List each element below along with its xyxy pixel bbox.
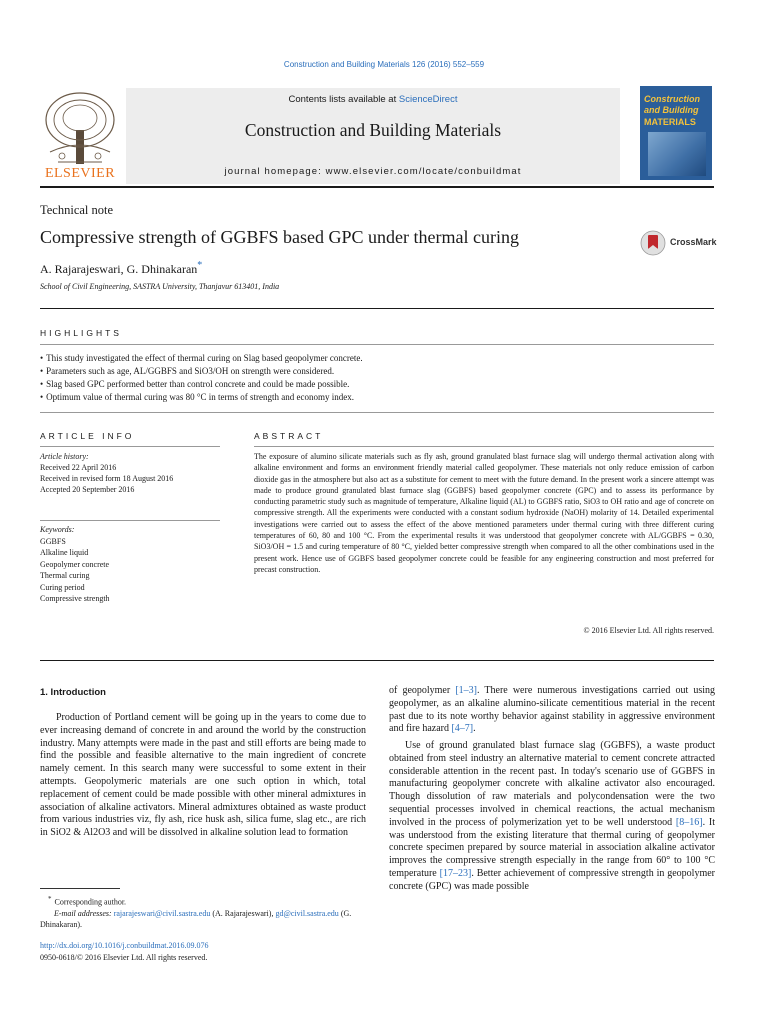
introduction-paragraph-2 [389,740,715,894]
email-link[interactable]: gd@civil.sastra.edu [275,908,339,918]
body-text: of geopolymer [389,685,451,696]
crossmark-button[interactable] [640,230,720,256]
header-divider [40,186,714,188]
title-divider [40,308,714,309]
corresponding-author-mark[interactable]: * [197,260,203,271]
keyword-item: Thermal curing [40,571,90,580]
abstract-text: The exposure of alumino silicate materials such as fly ash, ground granulated blast furnace slag will undergo thermal activation along with alkaline environment and forms an environment friendly material called geopolymer. These materials not only reduce emission of carbon dioxide gas in the atmosphere but also act as a substitute for cement to meet with the future demand. In the present work a sincere attempt was made to produce ground granulated blast furnace slag (GGBFS) based geopolymer concrete (GPC) and to assess its performance by conducting parametric study such as magnitude of temperature, Alkaline liquid (AL) to GGBFS ratio, SiO3 to OH ratio and age of concrete on compressive strength. All the experiments were conducted with a constant sodium hydroxide (NaOH) molarity of 14. Detailed experimental investigations were carried out to assess the effect of the above mentioned parameters under thermal curing with three different curing temperatures of 60, 80 and 100 °C. From the experimental results it was understood that geopolymer concrete with AL/GGBFS = 0.30, SiO3/OH = 1.5 and curing temperature of 80 °C, yielded better compressive strength when compared to all the other combinations used in the present work. Hence use of GGBFS based geopolymer concrete could be feasible for any engineering construction and most preferred for precast construction. [254,452,714,574]
highlights-list [40,352,714,404]
journal-title: Construction and Building Materials [244,120,502,140]
journal-cover[interactable] [640,86,712,180]
introduction-paragraph-1: Production of Portland cement will be going up in the years to come due to ever increasing demand of concrete in and around the world by the construction industry. Many attempts were made in the past and still efforts are being made to find the possible and feasible alternative to the main ingredient of concrete namely cement. In this search many were successful to some extent in their attempts. Geopolymeric materials are one such option in which, total replacement of cement could be made possible with other mineral admixtures in association of alkaline activators. Mineral admixtures obtained as waste product from various industries viz, fly ash, rice husk ash, silica fume, slag etc., are rich in SiO2 & Al2O3 and will be dissolved in alkaline solution lead to formation [40,712,366,839]
highlight-item: • This study investigated the effect of thermal curing on Slag based geopolymer concrete. [40,352,714,365]
keywords-rule [40,520,220,521]
introduction-heading: 1. Introduction [40,687,106,698]
email-label: E-mail addresses: [54,908,112,918]
introduction-paragraph-1-cont [389,685,715,736]
highlight-item: • Optimum value of thermal curing was 80 °C in terms of strength and economy index. [40,391,714,404]
keywords-block [40,524,230,605]
keywords-label: Keywords: [40,525,75,534]
body-text: . Better achievement of compressive strength in geopolymer concrete (GPC) was made possible [389,867,715,892]
cover-art [648,132,706,176]
reference-link[interactable]: [17–23] [439,867,472,879]
crossmark-label: CrossMark [670,237,717,247]
copyright-notice: © 2016 Elsevier Ltd. All rights reserved. [583,626,714,635]
article-info-heading: ARTICLE INFO [40,431,135,441]
highlight-item: • Slag based GPC performed better than control concrete and could be made possible. [40,378,714,391]
revised-date: Received in revised form 18 August 2016 [40,474,174,483]
body-text: . There were numerous investigations carried out using geopolymer, as an alkaline alumino-silicate cementitious material in the recent past due to its note worthy behavior against stability in aggressive environment and fire hazard [389,685,715,735]
body-text: Use of ground granulated blast furnace slag (GGBFS), a waste product obtained from steel industry an alternative material to cement concrete attracted considerable attention in the recent past. In today's scenario use of GGBFS in manufacturing geopolymer concrete with alkaline activator also encouraged. Though dissolution of raw materials and polycondensation were the two sequential processes involved in chemical reactions, the actual mechanism involved in the process of polymerization yet to be well understood [389,740,715,828]
contents-line [126,94,620,105]
authors-text: A. Rajarajeswari, G. Dhinakaran [40,262,198,276]
front-matter-divider [40,660,714,661]
highlights-bottom-rule [40,412,714,413]
reference-link[interactable]: [8–16] [675,816,703,828]
crossmark-icon [640,230,666,256]
footnote [40,894,366,930]
article-type: Technical note [40,203,114,217]
sciencedirect-link[interactable]: ScienceDirect [398,94,458,105]
abstract-heading: ABSTRACT [254,431,324,441]
cover-title: Construction and Building [644,94,700,115]
cover-subtitle: MATERIALS [644,117,696,127]
email-link[interactable]: rajarajeswari@civil.sastra.edu [113,908,211,918]
doi-link[interactable]: http://dx.doi.org/10.1016/j.conbuildmat.2016.09.076 [40,941,209,950]
journal-citation[interactable]: Construction and Building Materials 126 (2016) 552–559 [283,60,485,69]
highlights-top-rule [40,344,714,345]
reference-link[interactable]: [4–7] [451,723,474,735]
accepted-date: Accepted 20 September 2016 [40,485,135,494]
article-title: Compressive strength of GGBFS based GPC under thermal curing [40,227,519,247]
keyword-item: Geopolymer concrete [40,559,110,569]
journal-homepage [126,166,620,177]
body-text: . It was understood from the existing literature that thermal curing of geopolymer concrete specimen prepared by source material in association alkaline activator improves the compressive strength especially in the range from 60° to 100 °C temperature [389,816,716,879]
received-date: Received 22 April 2016 [40,463,117,472]
body-text: . [473,723,476,735]
email-owner: (A. Rajarajeswari), [212,908,274,918]
affiliation: School of Civil Engineering, SASTRA University, Thanjavur 613401, India [40,282,280,291]
keyword-item: Alkaline liquid [40,548,89,557]
keyword-item: Curing period [40,582,85,592]
issn-line: 0950-0618/© 2016 Elsevier Ltd. All rights reserved. [40,953,208,962]
highlights-heading: HIGHLIGHTS [40,328,122,338]
article-history [40,451,230,495]
article-info-rule [40,446,220,447]
homepage-prefix: journal homepage: [224,166,322,177]
homepage-url[interactable]: www.elsevier.com/locate/conbuildmat [325,166,522,177]
corresponding-author-note: Corresponding author. [54,897,127,907]
keyword-item: Compressive strength [40,594,110,603]
author-list [40,260,202,277]
publisher-name: ELSEVIER [44,166,116,181]
abstract-rule [254,446,714,447]
reference-link[interactable]: [1–3] [455,685,477,696]
email-owner: (G. Dhinakaran). [40,908,352,929]
footnote-rule [40,888,120,889]
contents-prefix: Contents lists available at [288,94,397,105]
history-label: Article history: [40,452,89,461]
elsevier-logo [40,90,120,182]
highlight-item: • Parameters such as age, AL/GGBFS and SiO3/OH on strength were considered. [40,365,714,378]
footnote-mark: * [48,895,52,903]
keyword-item: GGBFS [40,536,66,546]
